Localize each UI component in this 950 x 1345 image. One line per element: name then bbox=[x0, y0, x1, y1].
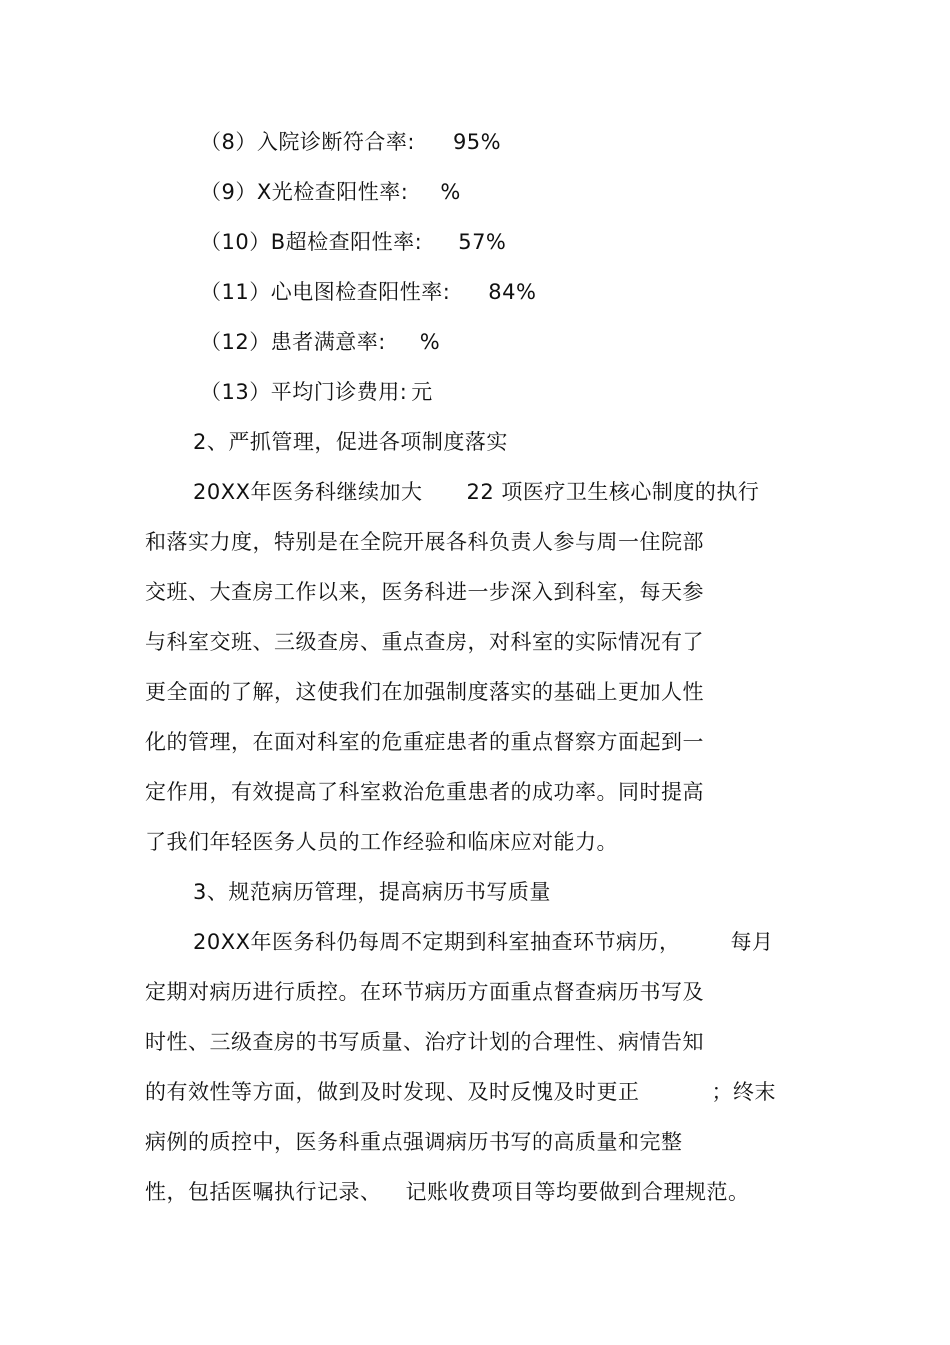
stat-item-9 bbox=[200, 177, 461, 207]
paragraph-line: 定作用，有效提高了科室救治危重患者的成功率。同时提高 bbox=[145, 780, 704, 804]
paragraph-line: 和落实力度，特别是在全院开展各科负责人参与周一住院部 bbox=[145, 530, 704, 554]
paragraph-line bbox=[145, 1077, 776, 1107]
stat-value: % bbox=[440, 180, 461, 204]
paragraph-line: 了我们年轻医务人员的工作经验和临床应对能力。 bbox=[145, 830, 618, 854]
stat-value: 元 bbox=[411, 380, 433, 404]
paragraph-line: 化的管理，在面对科室的危重症患者的重点督察方面起到一 bbox=[145, 730, 704, 754]
stat-value: 57% bbox=[458, 230, 507, 254]
stat-item-13 bbox=[200, 377, 433, 407]
stat-item-11 bbox=[200, 277, 536, 307]
stat-item-10 bbox=[200, 227, 506, 257]
stat-item-8 bbox=[200, 127, 501, 157]
stat-label: （10）B超检查阳性率: bbox=[200, 230, 423, 254]
stat-label: （8）入院诊断符合率: bbox=[200, 130, 415, 154]
paragraph-text: 每月 bbox=[730, 930, 774, 954]
paragraph-line: 病例的质控中，医务科重点强调病历书写的高质量和完整 bbox=[145, 1130, 683, 1154]
stat-value: % bbox=[419, 330, 441, 354]
stat-label: （9）X光检查阳性率: bbox=[200, 180, 409, 204]
section-3-heading: 3、规范病历管理，提高病历书写质量 bbox=[193, 880, 551, 904]
section-2-paragraph-first-line bbox=[193, 477, 759, 507]
paragraph-line: 更全面的了解，这使我们在加强制度落实的基础上更加人性 bbox=[145, 680, 704, 704]
paragraph-text: 20XX年医务科继续加大 bbox=[193, 480, 423, 504]
paragraph-line bbox=[145, 1177, 750, 1207]
stat-label: （11）心电图检查阳性率: bbox=[200, 280, 451, 304]
stat-label: （12）患者满意率: bbox=[200, 330, 386, 354]
paragraph-line: 时性、三级查房的书写质量、治疗计划的合理性、病情告知 bbox=[145, 1030, 704, 1054]
paragraph-text: ；终末 bbox=[711, 1080, 776, 1104]
section-3-paragraph-first-line bbox=[193, 927, 774, 957]
paragraph-line: 交班、大查房工作以来，医务科进一步深入到科室，每天参 bbox=[145, 580, 704, 604]
stat-value: 84% bbox=[488, 280, 537, 304]
stat-item-12 bbox=[200, 327, 440, 357]
paragraph-text: 的有效性等方面，做到及时发现、及时反愧及时更正 bbox=[145, 1080, 640, 1104]
stat-label: （13）平均门诊费用: bbox=[200, 380, 408, 404]
paragraph-text: 记账收费项目等均要做到合理规范。 bbox=[405, 1180, 750, 1204]
stat-value: 95% bbox=[452, 130, 502, 154]
paragraph-text: 20XX年医务科仍每周不定期到科室抽查环节病历， bbox=[193, 930, 681, 954]
section-2-heading: 2、严抓管理，促进各项制度落实 bbox=[193, 430, 508, 454]
paragraph-text: 性，包括医嘱执行记录、 bbox=[145, 1180, 382, 1204]
paragraph-line: 与科室交班、三级查房、重点查房，对科室的实际情况有了 bbox=[145, 630, 704, 654]
paragraph-text: 22 项医疗卫生核心制度的执行 bbox=[466, 480, 760, 504]
paragraph-line: 定期对病历进行质控。在环节病历方面重点督查病历书写及 bbox=[145, 980, 704, 1004]
